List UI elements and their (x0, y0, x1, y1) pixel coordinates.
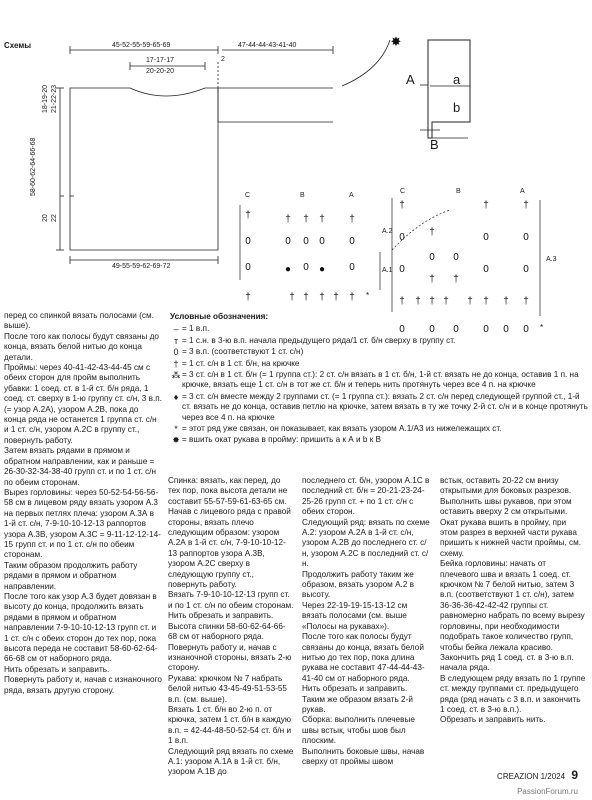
neck-width-1: 17-17-17 (146, 57, 175, 64)
chart-col-C-right: C (400, 188, 406, 195)
svg-text:†: † (443, 296, 449, 307)
legend-title: Условные обозначения: (170, 312, 269, 321)
bottom-width-label: 49-55-59-62-69-72 (112, 263, 171, 270)
svg-text:†: † (349, 292, 355, 303)
svg-text:0: 0 (349, 262, 355, 273)
shoulder-height-1: 18-19-20 (42, 84, 49, 113)
svg-text:†: † (285, 214, 291, 225)
chart-col-A-left: A (349, 192, 354, 199)
svg-text:0: 0 (429, 252, 435, 263)
svg-text:*: * (540, 323, 544, 332)
star-icon: ✸ (172, 435, 180, 446)
neck-width-2: 20-20-20 (146, 68, 175, 75)
svg-text:†: † (399, 200, 405, 211)
svg-text:†: † (399, 296, 405, 307)
chart-label-a2: A.2 (382, 228, 393, 235)
legend-item: † = 1 ст. с/н в 1 ст. б/н, на крючке (170, 359, 590, 369)
svg-text:●: ● (318, 264, 326, 275)
rib-height-1: 20 (42, 214, 49, 222)
page-number: 9 (571, 768, 578, 782)
svg-text:*: * (366, 291, 370, 300)
schemes-title: Схемы (4, 41, 32, 50)
chart-col-C-left: C (245, 192, 251, 199)
legend-item: ᴛ = 1 с.н. в 3-ю в.п. начала предыдущего ряда/1 ст. б/н сверху в группу ст. (170, 336, 590, 346)
top-width-label: 45-52-55-59-65-69 (112, 42, 171, 49)
svg-text:†: † (349, 214, 355, 225)
svg-text:0: 0 (503, 324, 509, 335)
svg-text:†: † (467, 296, 473, 307)
svg-text:†: † (245, 292, 251, 303)
chain-stitch-icon: – (173, 324, 179, 335)
svg-text:0: 0 (429, 324, 435, 335)
magazine-name: CREAZION 1/2024 (497, 772, 566, 781)
svg-text:●: ● (284, 264, 292, 275)
slip-stitch-icon: ᴛ (173, 335, 179, 346)
sleeve-label-A: A (406, 72, 415, 87)
sleeve-label-a: a (453, 72, 461, 87)
svg-text:†: † (483, 296, 489, 307)
svg-text:†: † (523, 296, 529, 307)
legend-item: ⁂ = 3 ст. с/н в 1 ст. б/н (= 1 группа ст.): 2 ст. с/н вязать в 1 ст. б/н, 1-й ст. вязать не до конца, оставив 1 п. на крючке, вязать еще 1 ст. с/н в тот же ст. б/н и теперь нить протянуть через все 4 п. на крючке (171, 370, 579, 390)
chart-label-a3: A.3 (546, 256, 557, 263)
asterisk-icon: * (174, 424, 178, 435)
svg-text:†: † (303, 292, 309, 303)
svg-text:†: † (453, 274, 459, 285)
svg-text:0: 0 (349, 236, 355, 247)
svg-text:0: 0 (319, 236, 325, 247)
svg-text:0: 0 (483, 232, 489, 243)
star-marker-icon: ✸ (390, 34, 402, 49)
body-height-label: 58-60-62-64-66-68 (30, 137, 37, 196)
cluster-together-icon: ♦ (173, 391, 179, 402)
legend-item: * = этот ряд уже связан, он показывает, как вязать узором А.1/А3 из нижележащих ст. (170, 424, 590, 434)
svg-text:†: † (429, 227, 435, 238)
neck-depth-label: 2 (221, 56, 225, 63)
svg-text:0: 0 (303, 262, 309, 273)
svg-text:†: † (333, 292, 339, 303)
svg-text:0: 0 (399, 324, 405, 335)
svg-text:0: 0 (453, 324, 459, 335)
sleeve-width-label: 47-44-44-43-41-40 (238, 42, 297, 49)
svg-text:0: 0 (245, 262, 251, 273)
legend-item: 0 = 3 в.п. (соответствуют 1 ст. с/н) (170, 347, 590, 357)
svg-text:0: 0 (523, 232, 529, 243)
svg-text:0: 0 (399, 232, 405, 243)
svg-text:0: 0 (483, 264, 489, 275)
rib-height-2: 22 (51, 214, 58, 222)
svg-text:0: 0 (523, 264, 529, 275)
chain-3-icon: 0 (173, 347, 179, 358)
svg-text:†: † (429, 296, 435, 307)
legend-item: ✸ = вшить окат рукава в пройму: пришить а к А и b к В (170, 435, 590, 445)
svg-text:0: 0 (245, 236, 251, 247)
legend (170, 312, 590, 447)
svg-text:†: † (319, 214, 325, 225)
sleeve-label-b: b (453, 100, 461, 115)
svg-text:0: 0 (303, 236, 309, 247)
legend-item: – = 1 в.п. (170, 324, 590, 334)
watermark: PassionForum.ru (517, 787, 578, 796)
svg-text:†: † (503, 296, 509, 307)
legend-item: ♦ = 3 ст. с/н вместе между 2 группами ст. (= 1 группа ст.): вязать 2 ст. с/н перед следующей группой ст., 1-й ст. вязать не до конца, оставив петлю на крючке, затем вязать в ту же точку 2-й ст. с/н и в конце протянуть через все 4 п. на крючке (170, 392, 590, 423)
chart-col-B-left: B (300, 192, 305, 199)
svg-text:†: † (319, 292, 325, 303)
chart-left (0, 0, 592, 340)
svg-text:†: † (483, 200, 489, 211)
shoulder-height-2: 21-22-23 (51, 84, 58, 113)
svg-text:†: † (429, 274, 435, 285)
svg-text:0: 0 (523, 324, 529, 335)
sleeve-label-B: B (430, 137, 439, 152)
page-footer (497, 768, 578, 782)
svg-text:0: 0 (285, 236, 291, 247)
svg-text:0: 0 (483, 324, 489, 335)
text-column-2: Спинка: вязать, как перед, до тех пор, пока высота детали не составит 55-57-59-61-63-65 см. Начав с лицевого ряда с правой стороны, вязать плечо следующим образом: узором А.2А в 1-й ст. с/н, 7-9-10-10-12-13 раппортов узора А.3В, узором А.2С сверху в следующую группу ст., повернуть работу. Вязать 7-9-10-10-12-13 групп ст. и по 1 ст. с/н по обеим сторонам. Нить обрезать и заправить. Высота спинки 58-60-62-64-66-68 см от наборного ряда. Повернуть работу и, начав с изнаночной стороны, вязать 2-ю сторону. Рукава: крючком № 7 набрать белой нитью 43-45-49-51-53-55 в.п. (см. выше). Вязать 1 ст. б/н во 2-ю п. от крючка, затем 1 ст. б/н в каждую в.п. = 42-44-48-50-52-54 ст. б/н и 1 в.п. Следующий ряд вязать по схеме А.1: узором А.1А в 1-й ст. б/н, узором А.1В до (168, 476, 294, 777)
svg-text:0: 0 (453, 252, 459, 263)
text-column-3: последнего ст. б/н, узором А.1С в последний ст. б/н = 20-21-23-24-25-26 групп ст. + по 1 ст. с/н с обеих сторон. Следующий ряд: вязать по схеме А.2: узором А.2А в 1-й ст. с/н, узором А.2В до последнего ст. с/н, узором А.2С в последний ст. с/н. Продолжить работу таким же образом, вязать узором А.2 в высоту. Через 22-19-19-15-13-12 см вязать полосами (см. выше «Полосы на рукавах»). После того как полосы будут связаны до конца, вязать белой нитью до тех пор, пока длина рукава не составит 47-44-44-43-41-40 см от наборного ряда. Нить обрезать и заправить. Таким же образом вязать 2-й рукав. Сборка: выполнить плечевые швы встык, чтобы шов был плоским. Выполнить боковые швы, начав сверху от проймы швом (302, 476, 430, 766)
text-column-1: перед со спинкой вязать полосами (см. выше). После того как полосы будут связаны до конца, вязать белой нитью до конца детали. Проймы: через 40-41-42-43-44-45 см с обеих сторон для пройм выполнить убавки: 1 соед. ст. в 1-й ст. б/н ряда, 1 соед. ст. сверху в 1-ю группу ст. с/н, 3 в.п. (= узор А.2А), узором А.2В, пока до конца ряда не останется 1 группа ст. с/н и 1 ст. с/н, узором А.2С в группу ст., повернуть работу. Затем вязать рядами в прямом и обратном направлении, как и раньше = 26-30-32-34-38-40 групп ст. и по 1 ст. с/н по обеим сторонам. Вырез горловины: через 50-52-54-56-56-58 см в лицевом ряду вязать узором А.3 на первых петлях плеча: узором А.3А в 1-й ст. с/н, 7-9-10-10-12-13 раппортов узора А.3В, узором А.3С = 9-11-12-12-14-15 групп ст. и по 1 ст. с/н по обеим сторонам. Таким образом продолжить работу рядами в прямом и обратном направлении. После того как узор А.3 будет довязан в высоту до конца, продолжить вязать рядами в прямом и обратном направлении 7-9-10-10-12-13 групп ст. и 1 ст. с/н с обеих сторон до тех пор, пока высота переда не составит 58-60-62-64-66-68 см от наборного ряда. Нить обрезать и заправить. Повернуть работу и, начав с изнаночного ряда, вязать другую сторону. (4, 311, 162, 695)
svg-text:†: † (303, 214, 309, 225)
cluster-icon: ⁂ (171, 370, 181, 381)
chart-label-a1: A.1 (382, 267, 393, 274)
svg-text:†: † (245, 210, 251, 221)
svg-text:0: 0 (399, 264, 405, 275)
double-crochet-icon: † (173, 358, 179, 369)
chart-col-B-right: B (456, 188, 461, 195)
svg-text:†: † (289, 292, 295, 303)
svg-text:†: † (523, 200, 529, 211)
svg-text:†: † (415, 296, 421, 307)
chart-col-A-right: A (520, 188, 525, 195)
text-column-4: встык, оставить 20-22 см внизу открытыми для боковых разрезов. Выполнить швы рукавов, при этом оставить вверху 2 см открытыми. Окат рукава вшить в пройму, при этом разрез в верхней части рукава пришить к нижней части проймы, см. схему. Бейка горловины: начать от плечевого шва и вязать 1 соед. ст. крючком № 7 белой нитью, затем 3 в.п. (соответствуют 1 ст. с/н), затем 36-36-36-42-42-42 группы ст. равномерно набрать по всему вырезу горловины, при необходимости подобрать такое количество групп, чтобы бейка лежала красиво. Закончить ряд 1 соед. ст. в 3-ю в.п. начала ряда. В следующем ряду вязать по 1 группе ст. между группами ст. предыдущего ряда (ряд начать с 3 в.п. и закончить 1 соед. ст. в 3-ю в.п.). Обрезать и заправить нить. (440, 476, 586, 725)
